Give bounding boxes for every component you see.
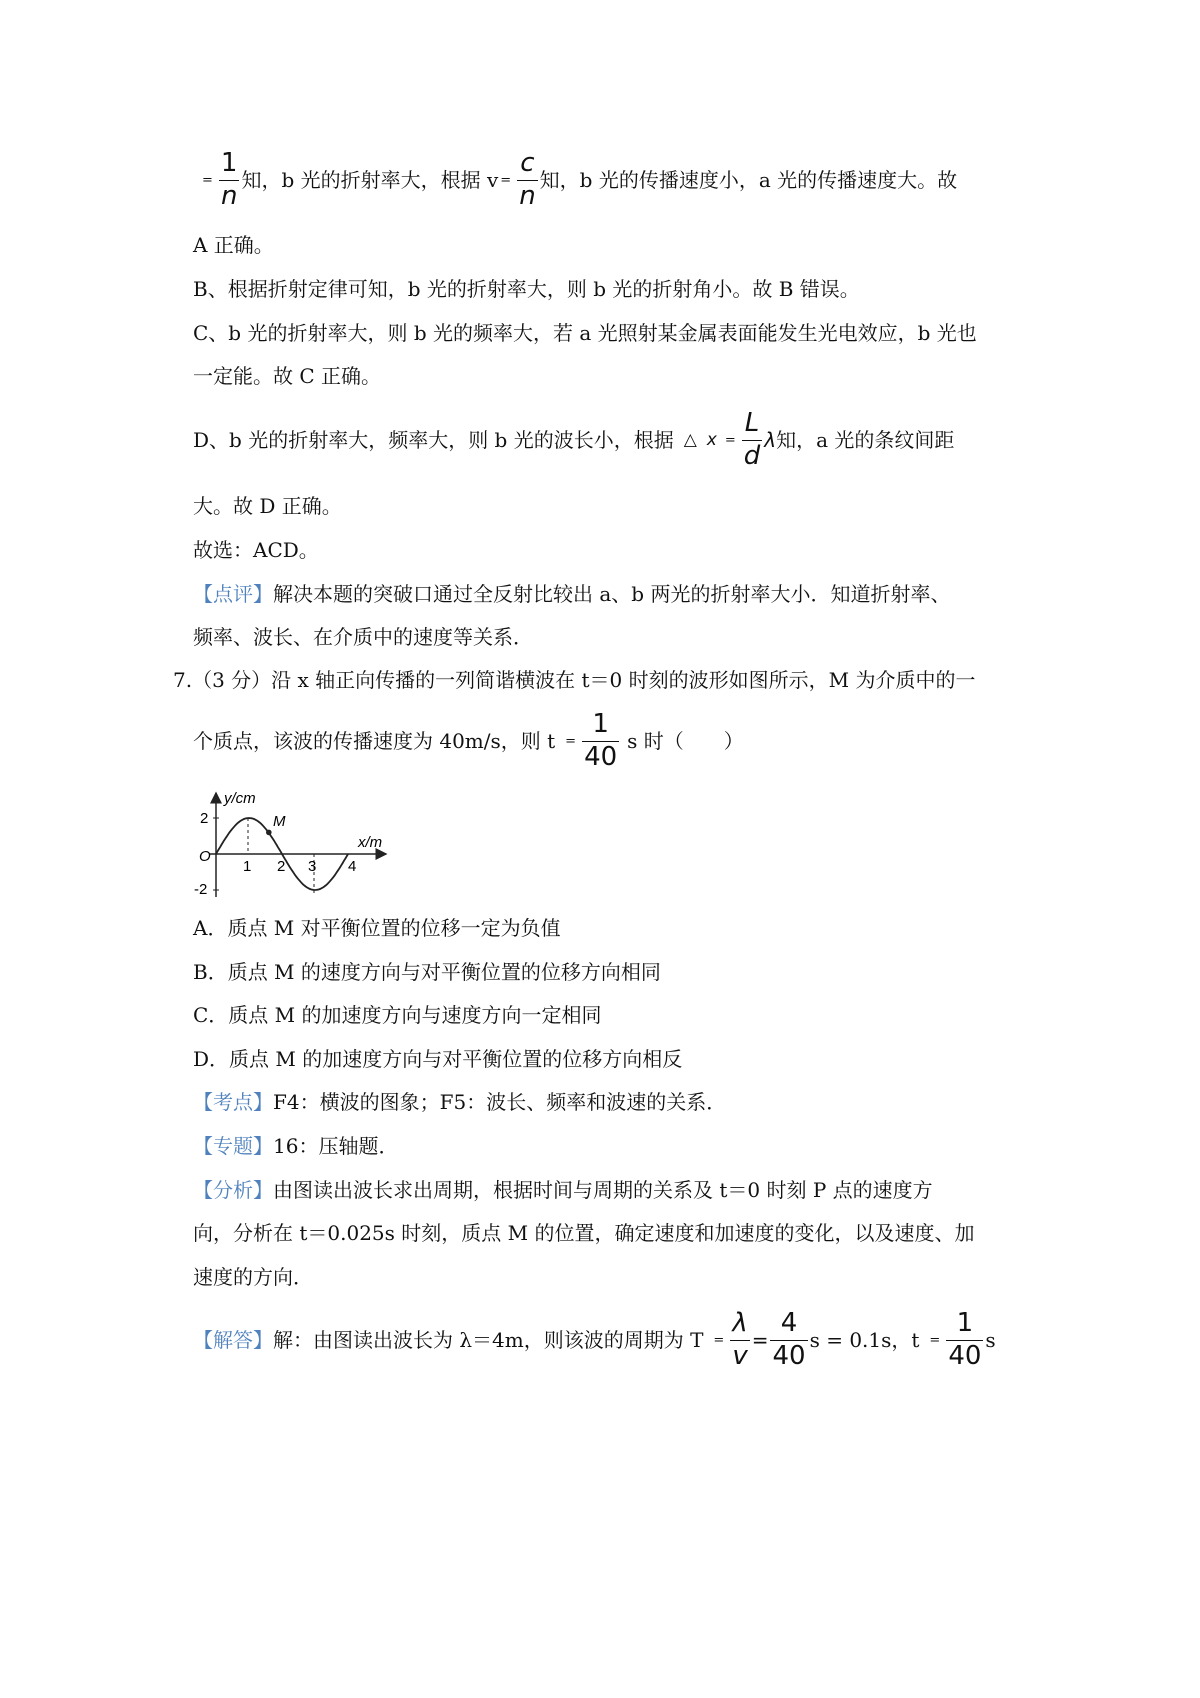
fraction-numerator: 1 [956, 1308, 974, 1339]
fenxi-tag: 【分析】 [193, 1178, 273, 1202]
fraction-lambda-over-v [730, 1310, 749, 1370]
text-segment: D、b 光的折射率大，频率大，则 b 光的波长小，根据 [193, 428, 674, 452]
fraction-denominator: d [743, 440, 761, 471]
fraction-denominator: 40 [948, 1340, 982, 1371]
kaodian-tag: 【考点】 [193, 1090, 273, 1114]
zhuanti-line [193, 1136, 398, 1156]
equals-sign: = [713, 1332, 725, 1348]
text-segment: 知，b 光的折射率大，根据 v [241, 168, 499, 192]
y-tick-label-2: 2 [200, 810, 209, 827]
text-line-6 [193, 405, 954, 475]
fraction-numerator: L [744, 408, 760, 439]
equals-sign: = [202, 172, 213, 188]
unit-s: s [985, 1328, 996, 1352]
y-tick-label-neg2: -2 [194, 881, 208, 898]
text-segment: 知，a 光的条纹间距 [776, 428, 955, 452]
fraction-denominator: 40 [584, 741, 618, 772]
comment-text: 解决本题的突破口通过全反射比较出 a、b 两光的折射率大小．知道折射率、 [273, 582, 951, 606]
fraction-denominator: v [732, 1340, 748, 1371]
wave-chart [188, 785, 408, 905]
fenxi-line-2: 向，分析在 t＝0.025s 时刻，质点 M 的位置，确定速度和加速度的变化，以及速度、加 [193, 1221, 975, 1245]
fraction-1-over-40 [946, 1310, 983, 1370]
text-line-4: C、b 光的折射率大，则 b 光的频率大，若 a 光照射某金属表面能发生光电效应，b 光也 [193, 321, 977, 345]
fraction-numerator: 1 [220, 148, 238, 179]
x-tick-label-2: 2 [277, 858, 286, 875]
kaodian-text: F4：横波的图象；F5：波长、频率和波速的关系． [273, 1090, 727, 1114]
text-line-5: 一定能。故 C 正确。 [193, 364, 382, 388]
jieda-line [193, 1300, 996, 1380]
kaodian-line [193, 1092, 726, 1112]
zhuanti-text: 16：压轴题． [273, 1134, 399, 1158]
text-line-7: 大。故 D 正确。 [193, 494, 342, 518]
x-tick-label-3: 3 [308, 858, 317, 875]
fraction-denominator: 40 [772, 1340, 806, 1371]
text-segment: s 时（ ） [627, 729, 744, 753]
equals-sign: = [500, 172, 512, 188]
text-line-8: 故选：ACD。 [193, 538, 319, 562]
text-line-1 [200, 150, 957, 210]
text-segment: 个质点，该波的传播速度为 40m/s，则 t [193, 729, 556, 753]
fraction-denominator: n [519, 180, 536, 211]
point-m-marker [266, 830, 272, 836]
text-line-2: A 正确。 [193, 233, 274, 257]
equals-sign: = [929, 1332, 941, 1348]
x-axis-label: x/m [358, 834, 383, 851]
comment-tag: 【点评】 [193, 582, 273, 606]
jieda-tag: 【解答】 [193, 1328, 273, 1352]
fraction-numerator: λ [732, 1308, 748, 1339]
x-tick-label-4: 4 [348, 858, 357, 875]
equals-sign: = [565, 733, 577, 749]
fraction-numerator: c [520, 148, 535, 179]
fraction-denominator: n [220, 180, 238, 211]
origin-label: O [199, 848, 211, 865]
x-symbol: x [706, 429, 717, 450]
delta-symbol: △ [683, 429, 697, 450]
question-7-stem-2 [193, 706, 744, 776]
fraction-4-over-40 [770, 1310, 807, 1370]
option-a: A．质点 M 对平衡位置的位移一定为负值 [193, 916, 561, 940]
jieda-period-value: s = 0.1s，t [809, 1328, 920, 1352]
jieda-text: 解：由图读出波长为 λ＝4m，则该波的周期为 T [273, 1328, 704, 1352]
fraction-1-over-40 [582, 711, 619, 771]
point-m-label: M [273, 813, 286, 830]
text-segment: 知，b 光的传播速度小，a 光的传播速度大。故 [539, 168, 958, 192]
fraction-l-over-d [742, 410, 763, 470]
equals-sign: = [724, 432, 736, 448]
comment-line-2: 频率、波长、在介质中的速度等关系． [193, 625, 533, 649]
fraction-numerator: 1 [592, 709, 609, 740]
text-line-3: B、根据折射定律可知，b 光的折射率大，则 b 光的折射角小。故 B 错误。 [193, 277, 860, 301]
x-tick-label-1: 1 [243, 858, 252, 875]
fraction-c-over-n [517, 150, 537, 210]
question-7-stem: 7.（3 分）沿 x 轴正向传播的一列简谐横波在 t＝0 时刻的波形如图所示，M 为介质中的一 [173, 668, 976, 692]
option-d: D．质点 M 的加速度方向与对平衡位置的位移方向相反 [193, 1047, 683, 1071]
fenxi-line-1 [193, 1180, 933, 1200]
comment-line-1 [193, 584, 950, 604]
fenxi-text: 由图读出波长求出周期，根据时间与周期的关系及 t＝0 时刻 P 点的速度方 [273, 1178, 933, 1202]
option-c: C．质点 M 的加速度方向与速度方向一定相同 [193, 1003, 602, 1027]
fraction-1-over-n [219, 150, 240, 210]
lambda-symbol: λ [764, 428, 777, 452]
y-axis-label: y/cm [224, 790, 256, 807]
equals-sign: = [751, 1328, 769, 1352]
fraction-numerator: 4 [780, 1308, 798, 1339]
zhuanti-tag: 【专题】 [193, 1134, 273, 1158]
option-b: B．质点 M 的速度方向与对平衡位置的位移方向相同 [193, 960, 661, 984]
fenxi-line-3: 速度的方向． [193, 1265, 313, 1289]
